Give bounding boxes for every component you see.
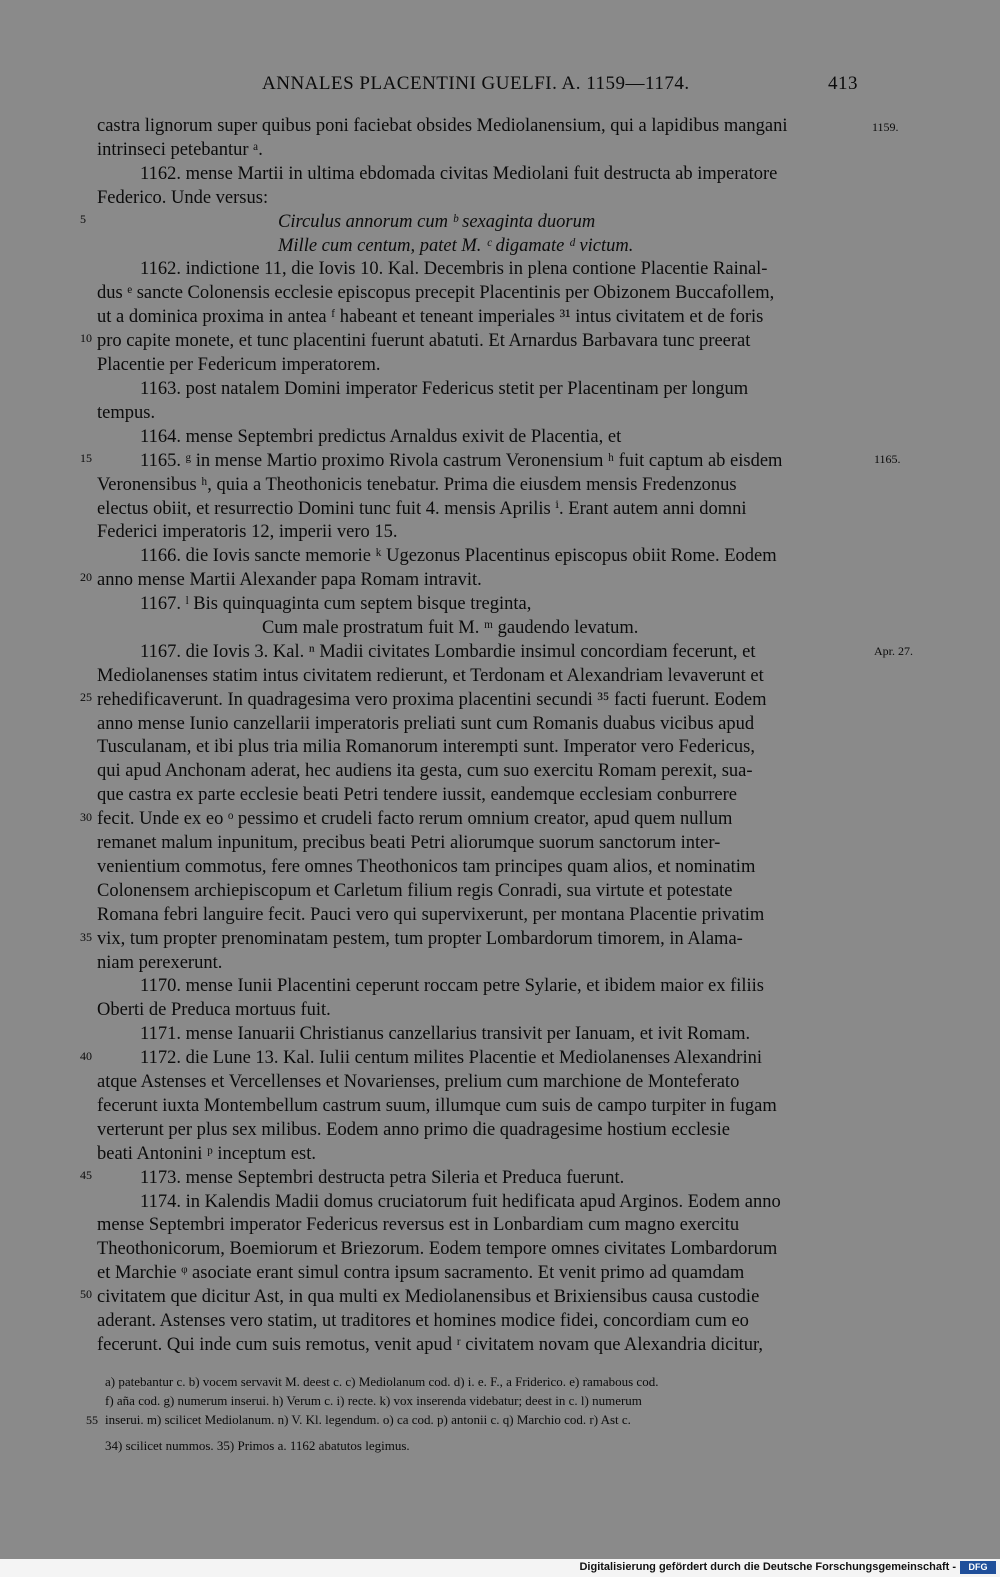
- text-line: 1167. die Iovis 3. Kal. ⁿ Madii civitates Lombardie insimul concordiam fecerunt, et: [140, 641, 756, 662]
- text-line: 1167. ˡ Bis quinquaginta cum septem bisque treginta,: [140, 594, 532, 614]
- text-line: fecerunt. Qui inde cum suis remotus, venit apud ʳ civitatem novam que Alexandria dicitur,: [97, 1334, 764, 1355]
- text-line: electus obiit, et resurrectio Domini tunc fuit 4. mensis Aprilis ⁱ. Erant autem anni domni: [97, 499, 747, 520]
- text-line: 1173. mense Septembri destructa petra Sileria et Preduca fuerunt.: [140, 1167, 625, 1188]
- text-line: Mediolanenses statim intus civitatem redierunt, et Terdonam et Alexandriam levaverunt et: [97, 665, 764, 686]
- text-line: atque Astenses et Vercellenses et Novarienses, prelium cum marchione de Monteferato: [97, 1072, 740, 1092]
- text-line: intrinseci petebantur ᵃ.: [97, 139, 263, 160]
- text-line: qui apud Anchonam aderat, hec audiens ita gesta, cum suo exercitu Romam perexit, sua-: [97, 761, 753, 782]
- text-line: Colonensem archiepiscopum et Carletum filium regis Conradi, sua virtute et potestate: [97, 880, 733, 901]
- line-number: 5: [80, 212, 86, 226]
- margin-date: Apr. 27.: [874, 644, 913, 658]
- text-line: aderant. Astenses vero statim, ut traditores et homines modice fidei, concordiam cum eo: [97, 1311, 749, 1331]
- text-line: 1172. die Lune 13. Kal. Iulii centum milites Placentie et Mediolanenses Alexandrini: [140, 1048, 762, 1069]
- line-number: 20: [80, 570, 92, 584]
- dfg-logo: DFG: [960, 1561, 996, 1574]
- text-line: Oberti de Preduca mortuus fuit.: [97, 1000, 331, 1021]
- text-line: 1162. mense Martii in ultima ebdomada civitas Mediolani fuit destructa ab imperatore: [140, 163, 778, 184]
- text-line: Federici imperatoris 12, imperii vero 15.: [97, 522, 398, 543]
- page-number: 413: [828, 73, 858, 94]
- text-line: Placentie per Federicum imperatorem.: [97, 355, 381, 375]
- footnote-line: inserui. m) scilicet Mediolanum. n) V. Kl. legendum. o) ca cod. p) antonii c. q) Marchio cod. r) Ast c.: [105, 1412, 631, 1427]
- footer-text: Digitalisierung gefördert durch die Deutsche Forschungsgemeinschaft -: [579, 1561, 956, 1573]
- text-line: 1166. die Iovis sancte memorie ᵏ Ugezonus Placentinus episcopus obiit Rome. Eodem: [140, 546, 777, 567]
- text-line: pro capite monete, et tunc placentini fuerunt abatuti. Et Arnardus Barbavara tunc preerat: [97, 331, 751, 352]
- text-line: niam perexerunt.: [97, 952, 223, 973]
- text-line: Mille cum centum, patet M. ᶜ digamate ᵈ victum.: [278, 235, 634, 256]
- text-line: venientium commotus, fere omnes Theothonicos tam principes quam alios, et nominatim: [97, 856, 756, 877]
- text-line: civitatem que dicitur Ast, in qua multi ex Mediolanensibus et Brixiensibus causa custodie: [97, 1287, 760, 1308]
- text-line: 1165. ᵍ in mense Martio proximo Rivola castrum Veronensium ʰ fuit captum ab eisdem: [140, 450, 783, 471]
- text-line: vix, tum propter prenominatam pestem, tum propter Lombardorum timorem, in Alama-: [97, 928, 743, 949]
- text-line: remanet malum inpunitum, precibus beati Petri aliorumque suorum sanctorum inter-: [97, 833, 721, 853]
- text-line: fecerunt iuxta Montembellum castrum suum, illumque cum suis de campo turpiter in fugam: [97, 1095, 777, 1116]
- digitization-footer: [0, 1559, 1000, 1577]
- line-number: 55: [86, 1413, 98, 1427]
- text-line: Romana febri languire fecit. Pauci vero qui supervixerunt, per montana Placentie privatim: [97, 904, 765, 925]
- margin-year: 1159.: [872, 120, 899, 134]
- text-line: ut a dominica proxima in antea ᶠ habeant et teneant imperiales ³¹ intus civitatem et de foris: [97, 307, 764, 328]
- text-line: Cum male prostratum fuit M. ᵐ gaudendo levatum.: [262, 617, 639, 638]
- text-line: fecit. Unde ex eo ᵒ pessimo et crudeli facto rerum omnium creator, apud quem nullum: [97, 809, 733, 830]
- line-number: 15: [80, 451, 92, 465]
- line-number: 50: [80, 1287, 92, 1301]
- text-line: verterunt per plus sex milibus. Eodem anno primo die quadragesime hostium ecclesie: [97, 1119, 730, 1140]
- text-line: beati Antonini ᵖ inceptum est.: [97, 1143, 316, 1164]
- text-line: dus ᵉ sancte Colonensis ecclesie episcopus precepit Placentinis per Obizonem Buccafollem,: [97, 283, 775, 304]
- text-line: anno mense Martii Alexander papa Romam intravit.: [97, 570, 482, 591]
- text-line: 1162. indictione 11, die Iovis 10. Kal. Decembris in plena contione Placentie Rainal-: [140, 259, 768, 280]
- text-line: castra lignorum super quibus poni faciebat obsides Mediolanensium, qui a lapidibus mangani: [97, 116, 788, 136]
- line-number: 35: [80, 930, 92, 944]
- line-number: 10: [80, 331, 92, 345]
- text-line: rehedificaverunt. In quadragesima vero proxima placentini secundi ³⁵ facti fuerunt. Eodem: [97, 689, 767, 710]
- margin-year: 1165.: [874, 452, 901, 466]
- line-number: 30: [80, 810, 92, 824]
- text-line: Federico. Unde versus:: [97, 187, 269, 208]
- line-number: 40: [80, 1049, 92, 1063]
- text-line: 1174. in Kalendis Madii domus cruciatorum fuit hedificata apud Arginos. Eodem anno: [140, 1191, 781, 1212]
- text-line: Veronensibus ʰ, quia a Theothonicis tenebatur. Prima die eiusdem mensis Fredenzonus: [97, 474, 737, 495]
- footnote-line: a) patebantur c. b) vocem servavit M. deest c. c) Mediolanum cod. d) i. e. F., a Friderico. e) ramabous cod.: [105, 1374, 659, 1389]
- text-line: tempus.: [97, 402, 156, 423]
- text-line: 1164. mense Septembri predictus Arnaldus exivit de Placentia, et: [140, 426, 622, 447]
- text-line: et Marchie ᵠ asociate erant simul contra ipsum sacramento. Et venit primo ad quamdam: [97, 1263, 745, 1284]
- text-line: Theothonicorum, Boemiorum et Briezorum. Eodem tempore omnes civitates Lombardorum: [97, 1239, 778, 1260]
- footnote-line: f) aña cod. g) numerum inserui. h) Verum c. i) recte. k) vox inserenda videbatur; deest in c. l) numerum: [105, 1393, 642, 1408]
- line-number: 45: [80, 1168, 92, 1182]
- text-line: 1170. mense Iunii Placentini ceperunt roccam petre Sylarie, et ibidem maior ex filiis: [140, 976, 765, 997]
- text-line: anno mense Iunio canzellarii imperatoris preliati sunt cum Romanis duabus vicibus apud: [97, 713, 755, 734]
- text-line: mense Septembri imperator Federicus reversus est in Lonbardiam cum magno exercitu: [97, 1215, 740, 1236]
- line-number: 25: [80, 690, 92, 704]
- text-line: Circulus annorum cum ᵇ sexaginta duorum: [278, 211, 596, 232]
- running-head: ANNALES PLACENTINI GUELFI. A. 1159—1174.: [262, 73, 690, 94]
- text-line: que castra ex parte ecclesie beati Petri tendere iussit, eandemque ecclesiam conburrere: [97, 785, 737, 806]
- text-line: 1171. mense Ianuarii Christianus canzellarius transivit per Ianuam, et ivit Romam.: [140, 1024, 751, 1045]
- footnote-line: 34) scilicet nummos. 35) Primos a. 1162 abatutos legimus.: [105, 1438, 410, 1453]
- text-line: Tusculanam, et ibi plus tria milia Romanorum interempti sunt. Imperator vero Federicus,: [97, 737, 755, 758]
- text-line: 1163. post natalem Domini imperator Federicus stetit per Placentinam per longum: [140, 378, 749, 399]
